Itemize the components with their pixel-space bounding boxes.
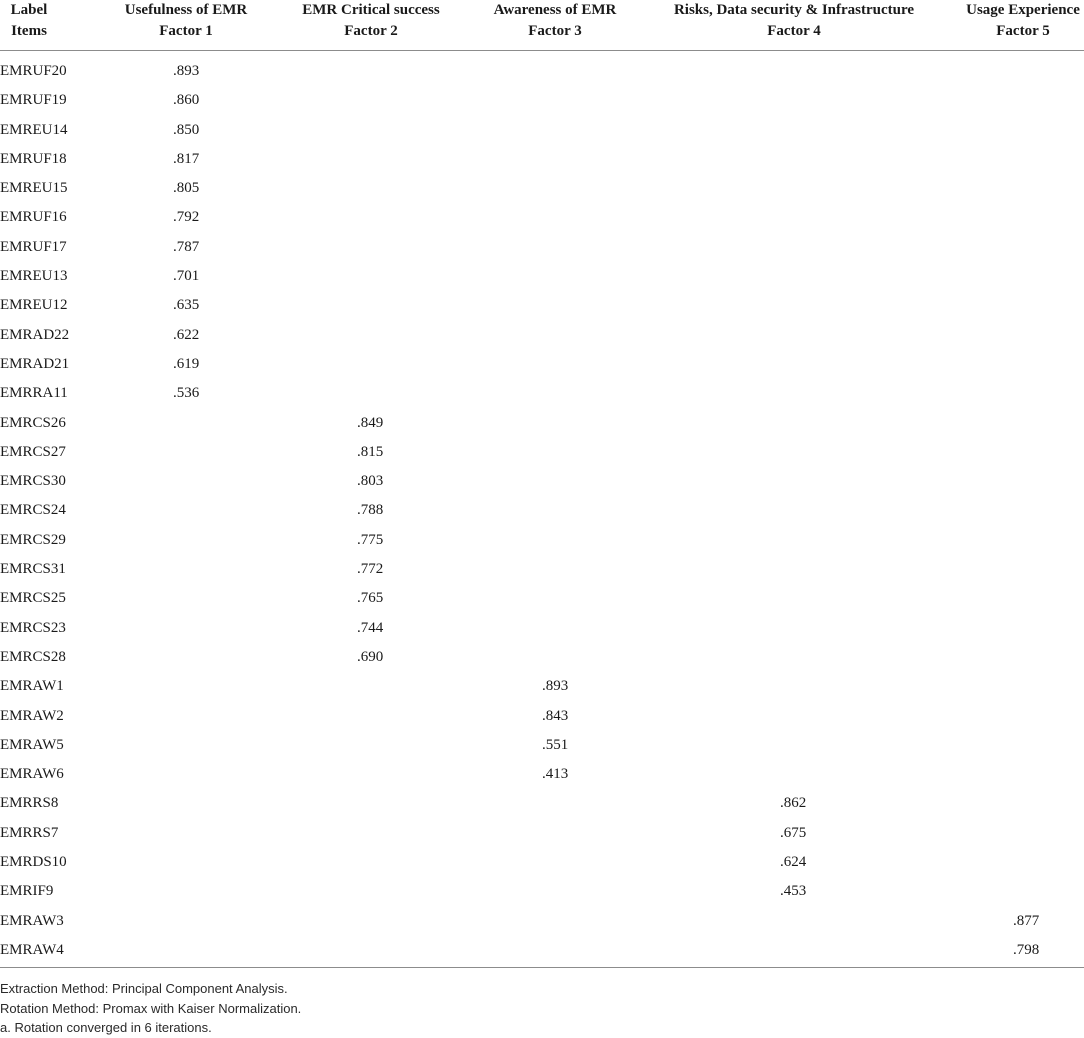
table-header [0,0,1084,51]
factor-loading-value: .787 [173,238,200,255]
footnote-rotation: Rotation Method: Promax with Kaiser Normalization. [0,1000,302,1016]
row-item-label: EMRUF17 [0,238,67,255]
table-row [0,145,1084,174]
factor-loading-value: .893 [173,63,200,79]
table-row [0,614,1084,643]
table-row [0,233,1084,262]
table-row [0,321,1084,350]
header-factor-2 [290,0,452,42]
factor-loading-value: .893 [542,678,569,695]
row-item-label: EMRCS26 [0,414,66,431]
table-row [0,672,1084,701]
table-row [0,526,1084,555]
table-row [0,203,1084,232]
factor-loading-value: .815 [357,443,384,460]
row-item-label: EMRCS30 [0,473,66,490]
factor-loading-value: .860 [173,92,200,109]
factor-loading-value: .843 [542,707,569,724]
row-item-label: EMRCS24 [0,502,66,519]
table-bottom-rule [0,967,1084,968]
factor-loading-value: .536 [173,385,200,402]
factor-loading-value: .805 [173,180,200,197]
row-item-label: EMRDS10 [0,854,67,871]
row-item-label: EMRAW1 [0,678,64,695]
header-factor-5-number: Factor 5 [996,23,1050,39]
row-item-label: EMREU14 [0,121,68,138]
row-item-label: EMRUF18 [0,150,67,167]
row-item-label: EMREU15 [0,180,68,197]
header-factor-3-number: Factor 3 [528,23,582,39]
factor-loading-value: .849 [357,414,384,431]
table-row [0,936,1084,965]
table-row [0,291,1084,320]
row-item-label: EMRCS25 [0,590,66,607]
row-item-label: EMRCS27 [0,443,66,460]
table-row [0,877,1084,906]
table-row [0,409,1084,438]
table-row [0,819,1084,848]
row-item-label: EMRCS28 [0,648,66,665]
factor-loading-value: .792 [173,209,200,226]
row-item-label: EMRUF19 [0,92,67,109]
row-item-label: EMRCS29 [0,531,66,548]
footnote-extraction: Extraction Method: Principal Component Analysis. [0,981,288,996]
table-row [0,57,1084,86]
header-factor-3-title: Awareness of EMR [493,2,617,18]
row-item-label: EMRRS7 [0,824,59,841]
table-row [0,584,1084,613]
table-row [0,789,1084,818]
row-item-label: EMRAW3 [0,912,64,929]
factor-loading-value: .850 [173,121,200,138]
row-item-label: EMRAW2 [0,707,64,724]
row-item-label: EMRUF16 [0,209,67,226]
header-label-line1: Label [10,2,48,18]
table-row [0,496,1084,525]
factor-loading-value: .690 [357,648,384,665]
table-row [0,555,1084,584]
factor-loading-value: .635 [173,297,200,314]
factor-loading-value: .622 [173,326,200,343]
factor-loading-value: .775 [357,531,384,548]
factor-loading-value: .413 [542,766,569,783]
table-footnotes [0,979,1084,1038]
table-row [0,174,1084,203]
header-factor-3 [480,0,630,42]
row-item-label: EMRAD22 [0,326,70,343]
header-factor-4 [665,0,923,42]
header-factor-2-number: Factor 2 [344,23,398,39]
header-factor-1-number: Factor 1 [159,23,213,39]
header-factor-1 [106,0,266,42]
header-factor-4-number: Factor 4 [767,23,821,39]
header-factor-2-title: EMR Critical success [302,2,440,18]
table-row [0,438,1084,467]
table-row [0,86,1084,115]
row-item-label: EMRCS31 [0,561,66,578]
table-row [0,643,1084,672]
factor-loading-value: .675 [780,824,807,841]
factor-loading-value: .624 [780,854,807,871]
factor-loading-value: .765 [357,590,384,607]
header-label-line2: Items [11,23,47,39]
factor-loading-value: .803 [357,473,384,490]
header-label-items [0,0,58,42]
row-item-label: EMRRA11 [0,385,68,402]
row-item-label: EMRAW6 [0,766,64,783]
row-item-label: EMREU12 [0,297,68,314]
table-row [0,350,1084,379]
factor-loading-value: .788 [357,502,384,519]
factor-loading-value: .619 [173,355,200,372]
footnote-convergence: a. Rotation converged in 6 iterations. [0,1020,212,1035]
row-item-label: EMRRS8 [0,795,59,812]
table-row [0,731,1084,760]
row-item-label: EMREU13 [0,268,68,285]
table-row [0,116,1084,145]
header-factor-4-title: Risks, Data security & Infrastructure [673,2,915,18]
row-item-label: EMRAW4 [0,941,64,958]
factor-loading-value: .817 [173,150,200,167]
row-item-label: EMRAD21 [0,355,70,372]
factor-loading-value: .798 [1013,941,1040,958]
row-item-label: EMRIF9 [0,883,54,900]
row-item-label: EMRCS23 [0,619,66,636]
factor-loading-value: .453 [780,883,807,900]
row-item-label: EMRAW5 [0,736,64,753]
table-row [0,760,1084,789]
table-row [0,702,1084,731]
header-factor-5-title: Usage Experience [966,2,1080,18]
row-item-label: EMRUF20 [0,63,67,79]
factor-loading-value: .862 [780,795,807,812]
table-row [0,379,1084,408]
table-row [0,907,1084,936]
factor-loading-value: .772 [357,561,384,578]
table-row [0,262,1084,291]
table-row [0,467,1084,496]
factor-loading-value: .701 [173,268,200,285]
header-factor-5 [962,0,1084,42]
factor-loading-value: .551 [542,736,569,753]
table-row [0,848,1084,877]
header-factor-1-title: Usefulness of EMR [124,2,248,18]
factor-loading-value: .744 [357,619,384,636]
table-body [0,57,1084,965]
factor-loading-value: .877 [1013,912,1040,929]
